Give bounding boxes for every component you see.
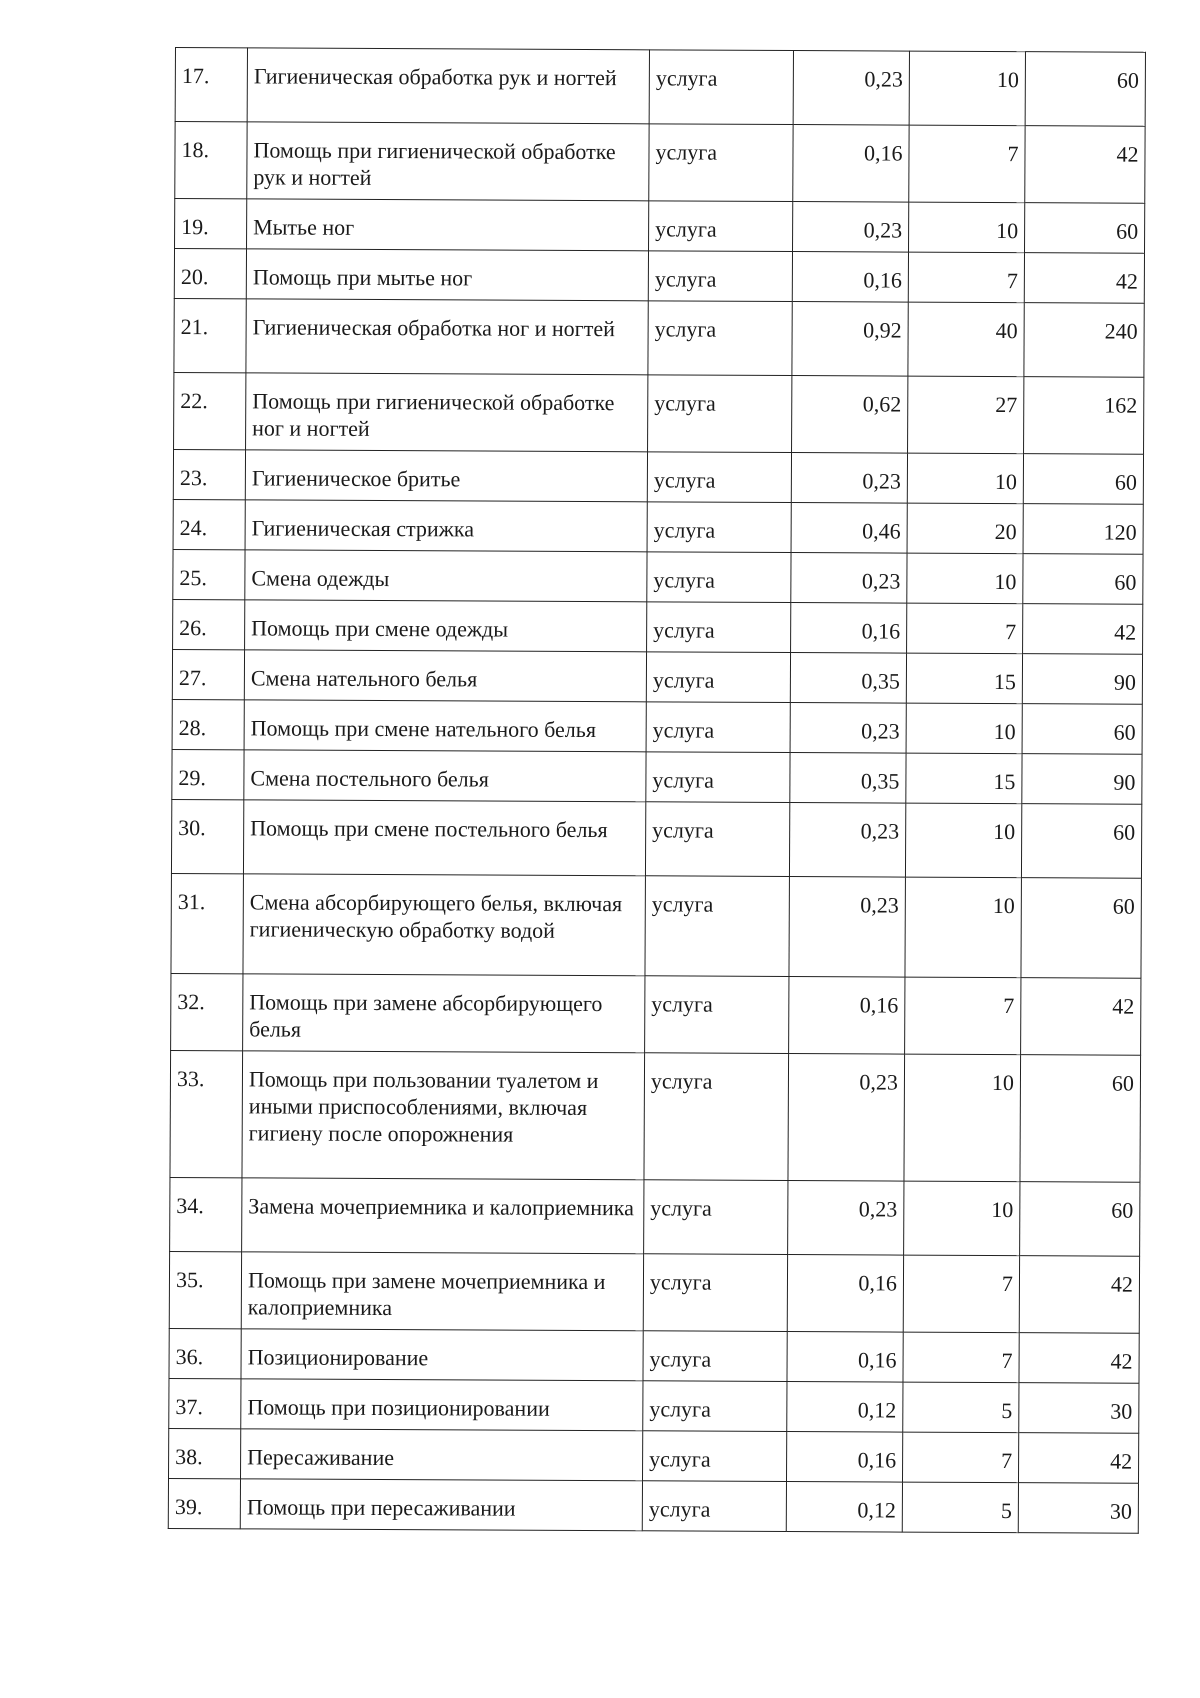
- service-name: Пересаживание: [241, 1429, 643, 1481]
- time-coefficient: 0,23: [793, 202, 909, 253]
- unit-of-measure: услуга: [647, 552, 791, 603]
- table-row: [170, 1177, 1140, 1256]
- time-coefficient: 0,16: [789, 977, 905, 1055]
- unit-of-measure: услуга: [642, 1431, 786, 1482]
- service-name: Смена нательного белья: [244, 650, 646, 702]
- service-cost: 42: [1025, 126, 1145, 204]
- service-cost: 60: [1025, 203, 1145, 254]
- time-coefficient: 0,23: [790, 703, 906, 754]
- row-number: 25.: [173, 549, 245, 599]
- row-number: 17.: [175, 48, 247, 122]
- service-name: Мытье ног: [247, 199, 649, 251]
- table-row: [171, 873, 1141, 978]
- row-number: 18.: [175, 122, 247, 199]
- unit-of-measure: услуга: [643, 1331, 787, 1382]
- row-number: 31.: [171, 873, 243, 973]
- row-number: 37.: [169, 1378, 241, 1428]
- service-cost: 42: [1023, 604, 1143, 655]
- row-number: 36.: [169, 1328, 241, 1378]
- service-cost: 60: [1021, 804, 1141, 879]
- unit-of-measure: услуга: [649, 50, 793, 125]
- table-row: [172, 699, 1142, 754]
- row-number: 30.: [171, 799, 243, 873]
- time-minutes: 10: [909, 51, 1025, 126]
- row-number: 38.: [169, 1428, 241, 1478]
- service-name: Смена одежды: [245, 550, 647, 602]
- time-minutes: 7: [905, 977, 1021, 1055]
- unit-of-measure: услуга: [646, 652, 790, 703]
- service-name: Гигиеническое бритье: [245, 450, 647, 502]
- unit-of-measure: услуга: [649, 124, 793, 202]
- time-minutes: 10: [905, 803, 1021, 878]
- service-cost: 240: [1024, 303, 1144, 378]
- unit-of-measure: услуга: [649, 201, 793, 252]
- time-coefficient: 0,62: [792, 376, 908, 454]
- unit-of-measure: услуга: [643, 1381, 787, 1432]
- row-number: 20.: [174, 249, 246, 299]
- table-row: [173, 599, 1143, 654]
- unit-of-measure: услуга: [647, 602, 791, 653]
- service-name: Гигиеническая обработка ног и ногтей: [246, 299, 648, 375]
- time-minutes: 15: [906, 653, 1022, 704]
- row-number: 26.: [173, 599, 245, 649]
- time-minutes: 10: [904, 1181, 1020, 1256]
- time-coefficient: 0,23: [789, 877, 905, 978]
- service-name: Помощь при гигиенической обработке рук и ногтей: [247, 122, 649, 201]
- service-cost: 30: [1018, 1483, 1138, 1534]
- time-coefficient: 0,12: [787, 1382, 903, 1433]
- service-name: Смена абсорбирующего белья, включая гигиеническую обработку водой: [243, 874, 645, 976]
- service-cost: 42: [1019, 1333, 1139, 1384]
- row-number: 32.: [171, 973, 243, 1050]
- time-coefficient: 0,35: [790, 753, 906, 804]
- service-cost: 120: [1023, 504, 1143, 555]
- unit-of-measure: услуга: [647, 452, 791, 503]
- unit-of-measure: услуга: [645, 802, 789, 877]
- table-row: [172, 649, 1142, 704]
- service-cost: 42: [1018, 1433, 1138, 1484]
- service-cost: 90: [1022, 754, 1142, 805]
- service-cost: 60: [1025, 52, 1145, 127]
- service-name: Помощь при смене постельного белья: [243, 800, 645, 876]
- service-name: Помощь при смене нательного белья: [244, 700, 646, 752]
- unit-of-measure: услуга: [648, 301, 792, 376]
- services-table-body: [168, 48, 1145, 1534]
- row-number: 34.: [170, 1177, 242, 1251]
- time-minutes: 27: [908, 376, 1024, 454]
- table-row: [174, 298, 1144, 377]
- service-cost: 60: [1023, 454, 1143, 505]
- table-row: [175, 122, 1145, 204]
- row-number: 23.: [173, 449, 245, 499]
- table-row: [175, 199, 1145, 254]
- unit-of-measure: услуга: [647, 502, 791, 553]
- row-number: 27.: [172, 649, 244, 699]
- service-name: Смена постельного белья: [244, 750, 646, 802]
- unit-of-measure: услуга: [648, 375, 792, 453]
- service-cost: 90: [1022, 654, 1142, 705]
- time-coefficient: 0,23: [791, 453, 907, 504]
- service-cost: 42: [1024, 253, 1144, 304]
- table-row: [173, 449, 1143, 504]
- service-cost: 60: [1020, 1182, 1140, 1257]
- table-row: [174, 372, 1144, 454]
- time-minutes: 10: [907, 453, 1023, 504]
- service-cost: 60: [1023, 554, 1143, 605]
- row-number: 35.: [169, 1251, 241, 1328]
- time-minutes: 10: [905, 877, 1021, 978]
- time-minutes: 7: [907, 603, 1023, 654]
- unit-of-measure: услуга: [642, 1481, 786, 1532]
- time-minutes: 7: [902, 1432, 1018, 1483]
- row-number: 29.: [172, 749, 244, 799]
- time-minutes: 15: [906, 753, 1022, 804]
- row-number: 21.: [174, 298, 246, 372]
- unit-of-measure: услуга: [646, 752, 790, 803]
- service-name: Помощь при позиционировании: [241, 1379, 643, 1431]
- row-number: 19.: [175, 199, 247, 249]
- time-coefficient: 0,16: [787, 1332, 903, 1383]
- time-coefficient: 0,16: [793, 125, 909, 203]
- unit-of-measure: услуга: [645, 976, 789, 1054]
- table-row: [169, 1328, 1139, 1383]
- time-minutes: 40: [908, 302, 1024, 377]
- service-name: Помощь при замене абсорбирующего белья: [243, 974, 645, 1053]
- service-name: Помощь при пользовании туалетом и иными приспособлениями, включая гигиену после опорожнения: [242, 1051, 645, 1180]
- table-row: [169, 1378, 1139, 1433]
- table-row: [175, 48, 1145, 127]
- unit-of-measure: услуга: [645, 876, 789, 977]
- time-minutes: 7: [909, 125, 1025, 203]
- service-name: Помощь при смене одежды: [245, 600, 647, 652]
- time-coefficient: 0,16: [787, 1255, 903, 1333]
- table-row: [169, 1428, 1139, 1483]
- service-name: Помощь при замене мочеприемника и калоприемника: [241, 1252, 643, 1331]
- table-row: [172, 749, 1142, 804]
- time-coefficient: 0,35: [790, 653, 906, 704]
- time-coefficient: 0,16: [792, 252, 908, 303]
- time-minutes: 7: [908, 252, 1024, 303]
- unit-of-measure: услуга: [644, 1180, 788, 1255]
- time-coefficient: 0,92: [792, 302, 908, 377]
- row-number: 24.: [173, 499, 245, 549]
- time-minutes: 10: [904, 1054, 1021, 1182]
- time-minutes: 10: [906, 703, 1022, 754]
- time-minutes: 7: [903, 1332, 1019, 1383]
- time-coefficient: 0,16: [791, 603, 907, 654]
- time-coefficient: 0,46: [791, 503, 907, 554]
- unit-of-measure: услуга: [648, 251, 792, 302]
- time-coefficient: 0,23: [789, 803, 905, 878]
- table-row: [169, 1251, 1139, 1333]
- table-row: [171, 973, 1141, 1055]
- document-page: [175, 47, 1145, 1529]
- time-coefficient: 0,16: [786, 1432, 902, 1483]
- service-name: Замена мочеприемника и калоприемника: [242, 1178, 644, 1254]
- time-minutes: 5: [902, 1482, 1018, 1533]
- time-minutes: 20: [907, 503, 1023, 554]
- time-coefficient: 0,12: [786, 1482, 902, 1533]
- time-coefficient: 0,23: [788, 1054, 905, 1182]
- row-number: 28.: [172, 699, 244, 749]
- service-cost: 60: [1020, 1055, 1141, 1183]
- service-cost: 30: [1019, 1383, 1139, 1434]
- table-row: [173, 549, 1143, 604]
- service-cost: 60: [1022, 704, 1142, 755]
- table-row: [173, 499, 1143, 554]
- time-minutes: 10: [907, 553, 1023, 604]
- service-name: Гигиеническая обработка рук и ногтей: [247, 48, 649, 124]
- service-name: Позиционирование: [241, 1329, 643, 1381]
- services-table: [168, 47, 1146, 1534]
- service-cost: 60: [1021, 878, 1141, 979]
- row-number: 39.: [168, 1478, 240, 1528]
- table-row: [168, 1478, 1138, 1533]
- unit-of-measure: услуга: [644, 1053, 789, 1181]
- unit-of-measure: услуга: [643, 1254, 787, 1332]
- row-number: 22.: [174, 372, 246, 449]
- table-row: [171, 799, 1141, 878]
- time-minutes: 5: [903, 1382, 1019, 1433]
- service-name: Помощь при мытье ног: [246, 249, 648, 301]
- service-name: Гигиеническая стрижка: [245, 500, 647, 552]
- time-minutes: 7: [903, 1255, 1019, 1333]
- time-minutes: 10: [909, 202, 1025, 253]
- service-cost: 42: [1019, 1256, 1139, 1334]
- row-number: 33.: [170, 1050, 243, 1177]
- time-coefficient: 0,23: [788, 1181, 904, 1256]
- table-row: [170, 1050, 1141, 1182]
- time-coefficient: 0,23: [793, 51, 909, 126]
- service-name: Помощь при гигиенической обработке ног и ногтей: [246, 373, 648, 452]
- unit-of-measure: услуга: [646, 702, 790, 753]
- time-coefficient: 0,23: [791, 553, 907, 604]
- service-cost: 162: [1024, 377, 1144, 455]
- service-name: Помощь при пересаживании: [240, 1479, 642, 1531]
- service-cost: 42: [1021, 978, 1141, 1056]
- table-row: [174, 249, 1144, 304]
